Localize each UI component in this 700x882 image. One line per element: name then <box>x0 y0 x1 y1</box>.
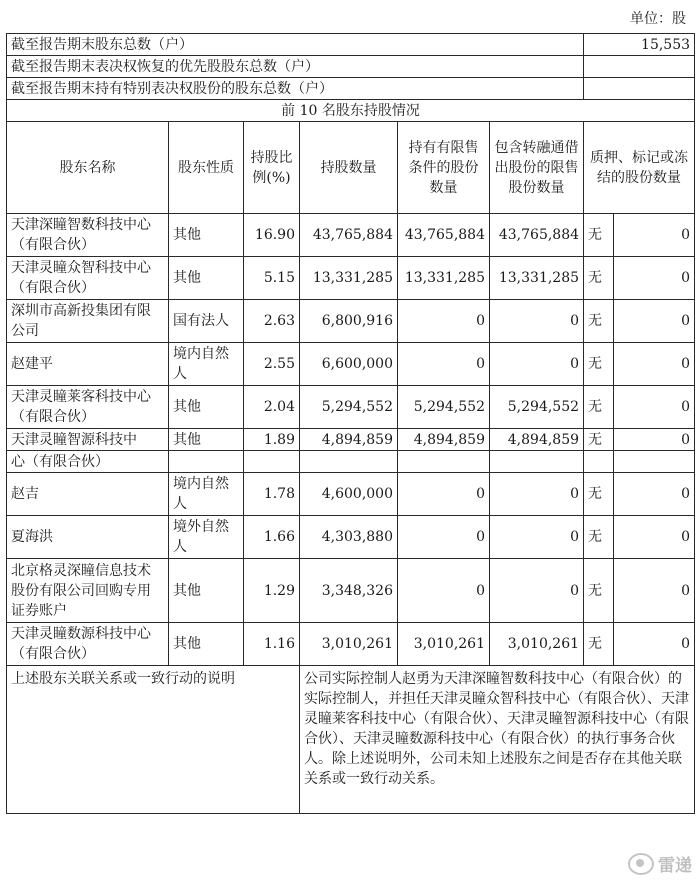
table-row <box>7 343 695 386</box>
pledge-status: 无 <box>584 214 614 257</box>
pledge-status: 无 <box>584 516 614 559</box>
restricted-shares: 0 <box>398 516 490 559</box>
shareholder-name: 夏海洪 <box>7 516 169 559</box>
lending-restricted-shares: 43,765,884 <box>490 214 584 257</box>
pledge-status: 无 <box>584 386 614 429</box>
col-header-pledge: 质押、标记或冻结的股份数量 <box>584 122 695 214</box>
col-header-restricted: 持有有限售条件的股份数量 <box>398 122 490 214</box>
share-ratio: 1.16 <box>244 623 300 666</box>
pledge-status: 无 <box>584 473 614 516</box>
weibo-icon <box>628 853 654 875</box>
pledge-quantity: 0 <box>614 214 695 257</box>
section-title-row <box>7 100 695 122</box>
restricted-shares: 43,765,884 <box>398 214 490 257</box>
shareholder-nature: 其他 <box>169 623 244 666</box>
pledge-quantity: 0 <box>614 257 695 300</box>
share-count: 6,600,000 <box>300 343 398 386</box>
relation-note-row <box>7 666 695 814</box>
share-count: 5,294,552 <box>300 386 398 429</box>
restricted-shares: 0 <box>398 343 490 386</box>
shareholder-name: 天津灵瞳数源科技中心（有限合伙） <box>7 623 169 666</box>
table-row <box>7 429 695 451</box>
share-count: 13,331,285 <box>300 257 398 300</box>
lending-restricted-shares: 0 <box>490 343 584 386</box>
table-row <box>7 386 695 429</box>
pledge-quantity: 0 <box>614 300 695 343</box>
shareholder-name: 赵吉 <box>7 473 169 516</box>
pledge-status: 无 <box>584 429 614 451</box>
lending-restricted-shares: 0 <box>490 473 584 516</box>
restricted-shares: 4,894,859 <box>398 429 490 451</box>
shareholder-name: 天津灵瞳众智科技中心（有限合伙） <box>7 257 169 300</box>
column-header-row <box>7 122 695 214</box>
pledge-status: 无 <box>584 300 614 343</box>
relation-note-text: 公司实际控制人赵勇为天津深瞳智数科技中心（有限合伙）的实际控制人，并担任天津灵瞳众智科技中心（有限合伙）、天津灵瞳莱客科技中心（有限合伙）、天津灵瞳智源科技中心（有限合伙）、天津灵瞳数源科技中心（有限合伙）的执行事务合伙人。除上述说明外，公司未知上述股东之间是否存在其他关联关系或一致行动关系。 <box>300 666 695 814</box>
restricted-shares: 5,294,552 <box>398 386 490 429</box>
table-row <box>7 516 695 559</box>
share-ratio: 1.78 <box>244 473 300 516</box>
pledge-status: 无 <box>584 559 614 623</box>
pledge-quantity: 0 <box>614 343 695 386</box>
share-ratio: 1.89 <box>244 429 300 451</box>
lending-restricted-shares: 13,331,285 <box>490 257 584 300</box>
summary-row <box>7 34 695 56</box>
col-header-shares: 持股数量 <box>300 122 398 214</box>
shareholder-name: 天津灵瞳莱客科技中心（有限合伙） <box>7 386 169 429</box>
summary-label: 截至报告期末股东总数（户） <box>7 34 584 56</box>
shareholder-name: 深圳市高新投集团有限公司 <box>7 300 169 343</box>
pledge-status: 无 <box>584 257 614 300</box>
relation-note-label: 上述股东关联关系或一致行动的说明 <box>7 666 300 814</box>
summary-label: 截至报告期末表决权恢复的优先股股东总数（户） <box>7 56 584 78</box>
table-row <box>7 214 695 257</box>
lending-restricted-shares: 5,294,552 <box>490 386 584 429</box>
share-count: 43,765,884 <box>300 214 398 257</box>
shareholder-name: 天津深瞳智数科技中心（有限合伙） <box>7 214 169 257</box>
summary-value: 15,553 <box>584 34 695 56</box>
summary-value <box>584 56 695 78</box>
col-header-nature: 股东性质 <box>169 122 244 214</box>
restricted-shares: 0 <box>398 473 490 516</box>
lending-restricted-shares: 4,894,859 <box>490 429 584 451</box>
col-header-name: 股东名称 <box>7 122 169 214</box>
share-count: 4,894,859 <box>300 429 398 451</box>
shareholder-nature: 国有法人 <box>169 300 244 343</box>
pledge-quantity: 0 <box>614 429 695 451</box>
share-ratio: 2.04 <box>244 386 300 429</box>
share-count: 4,303,880 <box>300 516 398 559</box>
shareholder-nature: 其他 <box>169 559 244 623</box>
share-ratio: 2.63 <box>244 300 300 343</box>
table-row <box>7 559 695 623</box>
summary-row <box>7 78 695 100</box>
shareholder-name-continued: 心（有限合伙） <box>7 451 169 473</box>
lending-restricted-shares: 0 <box>490 516 584 559</box>
table-row-continuation <box>7 451 695 473</box>
summary-value <box>584 78 695 100</box>
col-header-incl-lending: 包含转融通借出股份的限售股份数量 <box>490 122 584 214</box>
share-count: 4,600,000 <box>300 473 398 516</box>
col-header-ratio: 持股比例(%) <box>244 122 300 214</box>
pledge-quantity: 0 <box>614 623 695 666</box>
restricted-shares: 13,331,285 <box>398 257 490 300</box>
pledge-quantity: 0 <box>614 516 695 559</box>
shareholder-nature: 其他 <box>169 214 244 257</box>
pledge-quantity: 0 <box>614 473 695 516</box>
shareholder-name: 北京格灵深瞳信息技术股份有限公司回购专用证券账户 <box>7 559 169 623</box>
share-ratio: 16.90 <box>244 214 300 257</box>
pledge-quantity: 0 <box>614 386 695 429</box>
watermark-text: 雷递 <box>658 856 692 876</box>
share-count: 3,348,326 <box>300 559 398 623</box>
share-count: 6,800,916 <box>300 300 398 343</box>
share-ratio: 5.15 <box>244 257 300 300</box>
shareholder-nature: 境内自然人 <box>169 343 244 386</box>
lending-restricted-shares: 3,010,261 <box>490 623 584 666</box>
pledge-status: 无 <box>584 343 614 386</box>
shareholder-table <box>6 33 695 814</box>
share-ratio: 1.66 <box>244 516 300 559</box>
table-row <box>7 623 695 666</box>
watermark <box>628 851 692 876</box>
restricted-shares: 0 <box>398 300 490 343</box>
shareholder-name: 天津灵瞳智源科技中 <box>7 429 169 451</box>
unit-label: 单位：股 <box>630 11 686 27</box>
shareholder-nature: 其他 <box>169 386 244 429</box>
summary-row <box>7 56 695 78</box>
shareholder-nature: 境外自然人 <box>169 516 244 559</box>
lending-restricted-shares: 0 <box>490 559 584 623</box>
shareholder-nature: 其他 <box>169 429 244 451</box>
restricted-shares: 3,010,261 <box>398 623 490 666</box>
section-title: 前 10 名股东持股情况 <box>7 100 695 122</box>
table-row <box>7 257 695 300</box>
shareholder-nature: 其他 <box>169 257 244 300</box>
summary-label: 截至报告期末持有特别表决权股份的股东总数（户） <box>7 78 584 100</box>
restricted-shares: 0 <box>398 559 490 623</box>
share-ratio: 1.29 <box>244 559 300 623</box>
table-row <box>7 300 695 343</box>
shareholder-name: 赵建平 <box>7 343 169 386</box>
shareholder-nature: 境内自然人 <box>169 473 244 516</box>
lending-restricted-shares: 0 <box>490 300 584 343</box>
pledge-status: 无 <box>584 623 614 666</box>
share-count: 3,010,261 <box>300 623 398 666</box>
pledge-quantity: 0 <box>614 559 695 623</box>
share-ratio: 2.55 <box>244 343 300 386</box>
table-row <box>7 473 695 516</box>
